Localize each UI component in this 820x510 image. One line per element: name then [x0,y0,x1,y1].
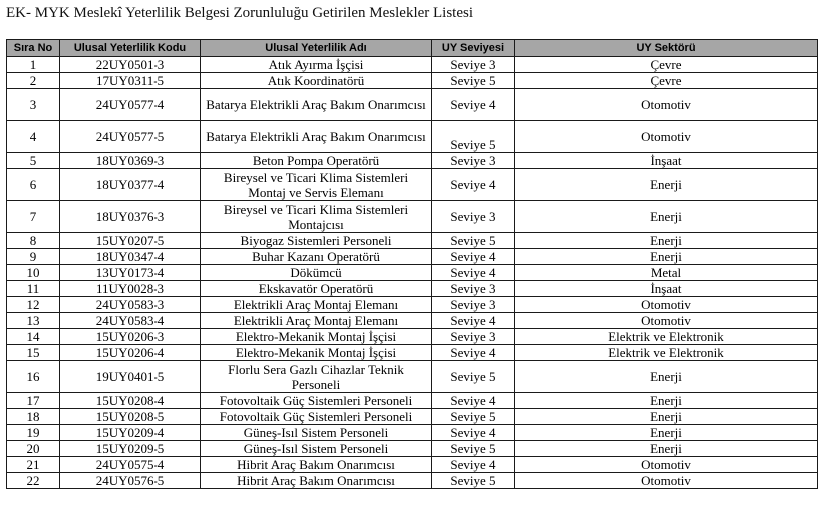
qualification-code: 24UY0577-4 [60,89,201,121]
qualification-sector: Enerji [515,425,818,441]
row-number: 3 [7,89,60,121]
qualification-sector: Enerji [515,361,818,393]
table-row [7,345,818,361]
qualification-level: Seviye 5 [432,473,515,489]
qualification-level: Seviye 5 [432,233,515,249]
qualification-sector: Otomotiv [515,89,818,121]
qualification-name: Fotovoltaik Güç Sistemleri Personeli [201,409,432,425]
qualification-name: Ekskavatör Operatörü [201,281,432,297]
qualification-name: Elektro-Mekanik Montaj İşçisi [201,345,432,361]
row-number: 18 [7,409,60,425]
table-row [7,473,818,489]
row-number: 10 [7,265,60,281]
qualification-sector: Enerji [515,169,818,201]
qualification-level: Seviye 4 [432,265,515,281]
table-row [7,313,818,329]
qualification-code: 24UY0583-3 [60,297,201,313]
row-number: 20 [7,441,60,457]
qualification-level: Seviye 5 [432,361,515,393]
qualification-name: Biyogaz Sistemleri Personeli [201,233,432,249]
table-row [7,73,818,89]
qualification-level: Seviye 4 [432,457,515,473]
qualification-name: Elektrikli Araç Montaj Elemanı [201,297,432,313]
row-number: 5 [7,153,60,169]
qualification-sector: Otomotiv [515,457,818,473]
qualification-sector: Metal [515,265,818,281]
qualification-code: 18UY0369-3 [60,153,201,169]
qualification-level: Seviye 5 [432,441,515,457]
qualification-sector: Elektrik ve Elektronik [515,329,818,345]
row-number: 6 [7,169,60,201]
table-row [7,57,818,73]
page-title: EK- MYK Meslekî Yeterlilik Belgesi Zorunluluğu Getirilen Meslekler Listesi [6,5,474,21]
qualification-name: Batarya Elektrikli Araç Bakım Onarımcısı [201,89,432,121]
qualification-sector: Enerji [515,441,818,457]
qualification-code: 22UY0501-3 [60,57,201,73]
qualification-name: Güneş-Isıl Sistem Personeli [201,441,432,457]
qualification-code: 18UY0376-3 [60,201,201,233]
qualification-name: Dökümcü [201,265,432,281]
qualification-sector: Çevre [515,57,818,73]
qualification-level: Seviye 4 [432,425,515,441]
qualification-level: Seviye 5 [432,409,515,425]
qualification-sector: Enerji [515,409,818,425]
table-row [7,265,818,281]
occupations-table [6,39,818,489]
row-number: 1 [7,57,60,73]
qualification-level: Seviye 3 [432,201,515,233]
qualification-sector: Elektrik ve Elektronik [515,345,818,361]
qualification-name: Atık Ayırma İşçisi [201,57,432,73]
row-number: 16 [7,361,60,393]
row-number: 22 [7,473,60,489]
table-row [7,297,818,313]
row-number: 11 [7,281,60,297]
column-header-code: Ulusal Yeterlilik Kodu [60,40,201,57]
table-row [7,169,818,201]
qualification-name: Fotovoltaik Güç Sistemleri Personeli [201,393,432,409]
qualification-code: 15UY0208-5 [60,409,201,425]
row-number: 2 [7,73,60,89]
qualification-level: Seviye 3 [432,57,515,73]
row-number: 9 [7,249,60,265]
table-row [7,249,818,265]
qualification-sector: Otomotiv [515,473,818,489]
qualification-code: 17UY0311-5 [60,73,201,89]
column-header-sector: UY Sektörü [515,40,818,57]
qualification-sector: Enerji [515,233,818,249]
table-row [7,281,818,297]
qualification-name: Elektro-Mekanik Montaj İşçisi [201,329,432,345]
qualification-level: Seviye 3 [432,153,515,169]
qualification-level: Seviye 4 [432,345,515,361]
qualification-level: Seviye 3 [432,281,515,297]
qualification-level: Seviye 3 [432,297,515,313]
qualification-name: Atık Koordinatörü [201,73,432,89]
row-number: 17 [7,393,60,409]
table-row [7,329,818,345]
row-number: 12 [7,297,60,313]
qualification-sector: Enerji [515,249,818,265]
qualification-code: 13UY0173-4 [60,265,201,281]
qualification-level: Seviye 5 [432,121,515,153]
qualification-code: 18UY0377-4 [60,169,201,201]
table-row [7,409,818,425]
qualification-sector: Enerji [515,393,818,409]
qualification-code: 19UY0401-5 [60,361,201,393]
row-number: 13 [7,313,60,329]
table-body [7,57,818,489]
qualification-name: Batarya Elektrikli Araç Bakım Onarımcısı [201,121,432,153]
qualification-name: Bireysel ve Ticari Klima Sistemleri Montaj ve Servis Elemanı [201,169,432,201]
column-header-name: Ulusal Yeterlilik Adı [201,40,432,57]
qualification-level: Seviye 4 [432,313,515,329]
table-row [7,457,818,473]
table-row [7,201,818,233]
qualification-name: Hibrit Araç Bakım Onarımcısı [201,457,432,473]
qualification-level: Seviye 4 [432,169,515,201]
qualification-code: 11UY0028-3 [60,281,201,297]
qualification-code: 15UY0206-4 [60,345,201,361]
table-row [7,393,818,409]
table-row [7,425,818,441]
row-number: 19 [7,425,60,441]
qualification-sector: Otomotiv [515,297,818,313]
column-header-level: UY Seviyesi [432,40,515,57]
qualification-level: Seviye 3 [432,329,515,345]
qualification-sector: Otomotiv [515,121,818,153]
qualification-name: Bireysel ve Ticari Klima Sistemleri Montajcısı [201,201,432,233]
qualification-level: Seviye 5 [432,73,515,89]
column-header-sira-no: Sıra No [7,40,60,57]
row-number: 14 [7,329,60,345]
row-number: 15 [7,345,60,361]
qualification-code: 15UY0207-5 [60,233,201,249]
row-number: 4 [7,121,60,153]
row-number: 8 [7,233,60,249]
qualification-code: 18UY0347-4 [60,249,201,265]
qualification-sector: İnşaat [515,153,818,169]
qualification-name: Elektrikli Araç Montaj Elemanı [201,313,432,329]
row-number: 21 [7,457,60,473]
table-row [7,233,818,249]
qualification-name: Güneş-Isıl Sistem Personeli [201,425,432,441]
qualification-code: 15UY0209-4 [60,425,201,441]
qualification-level: Seviye 4 [432,393,515,409]
qualification-code: 24UY0583-4 [60,313,201,329]
qualification-name: Buhar Kazanı Operatörü [201,249,432,265]
qualification-code: 24UY0575-4 [60,457,201,473]
qualification-sector: Otomotiv [515,313,818,329]
table-header-row [7,40,818,57]
qualification-code: 15UY0209-5 [60,441,201,457]
table-row [7,121,818,153]
table-row [7,89,818,121]
qualification-name: Florlu Sera Gazlı Cihazlar Teknik Personeli [201,361,432,393]
row-number: 7 [7,201,60,233]
qualification-sector: Enerji [515,201,818,233]
qualification-code: 15UY0206-3 [60,329,201,345]
qualification-sector: Çevre [515,73,818,89]
table-row [7,441,818,457]
qualification-sector: İnşaat [515,281,818,297]
qualification-name: Hibrit Araç Bakım Onarımcısı [201,473,432,489]
qualification-code: 24UY0577-5 [60,121,201,153]
table-row [7,361,818,393]
table-row [7,153,818,169]
qualification-level: Seviye 4 [432,89,515,121]
qualification-code: 24UY0576-5 [60,473,201,489]
qualification-level: Seviye 4 [432,249,515,265]
qualification-name: Beton Pompa Operatörü [201,153,432,169]
qualification-code: 15UY0208-4 [60,393,201,409]
